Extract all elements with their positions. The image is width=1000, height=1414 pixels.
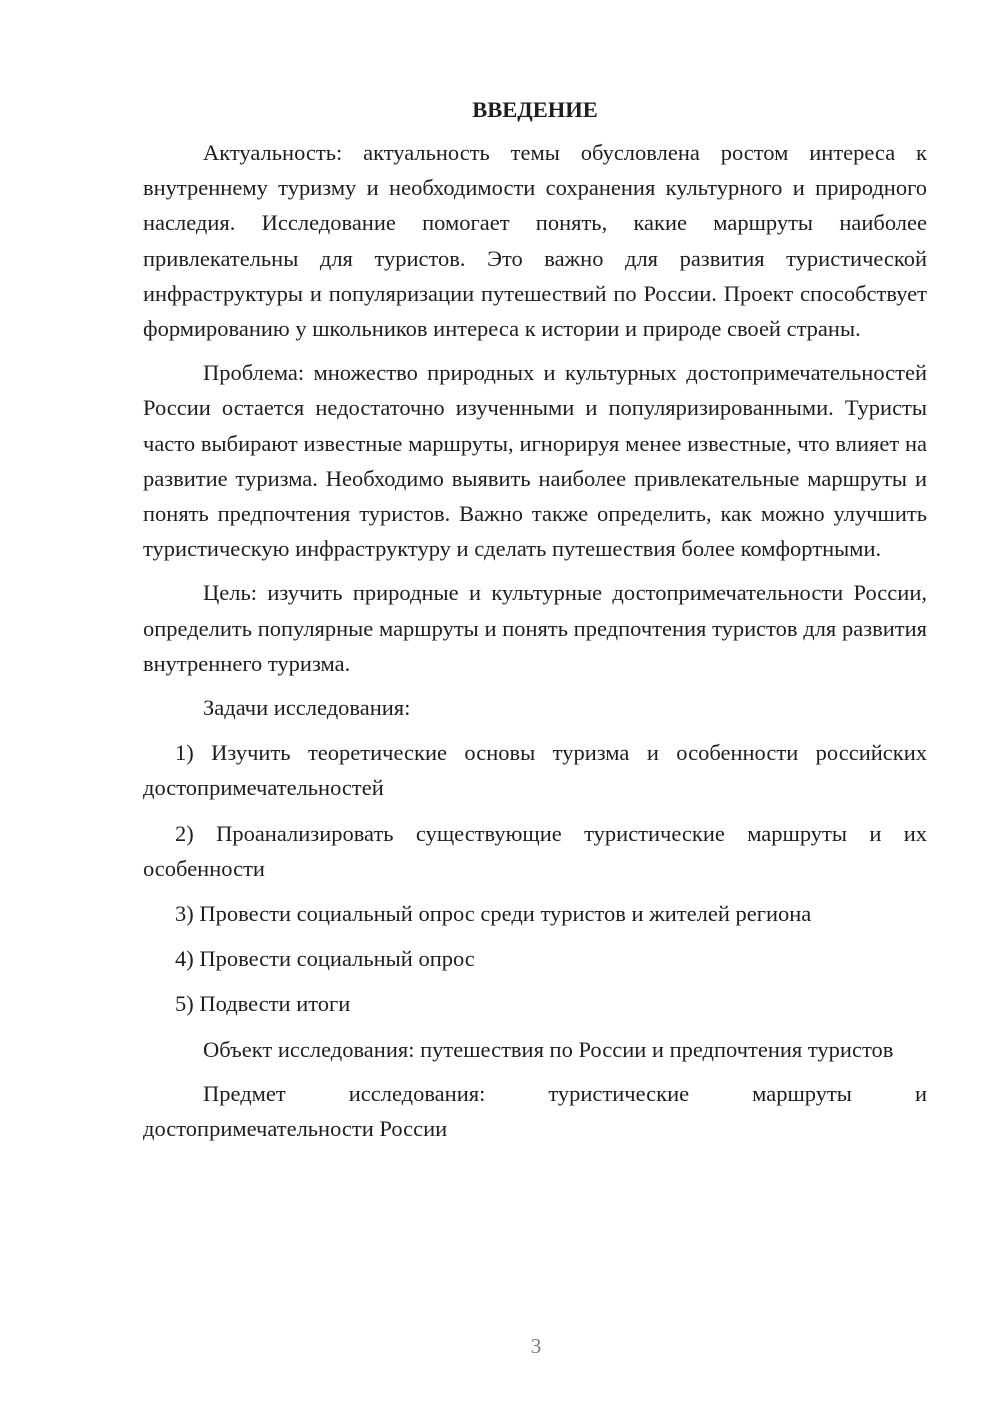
document-page [143,92,927,1155]
task-item: 5) Подвести итоги [175,991,351,1017]
subject-paragraph: Предмет исследования: туристические маршруты и достопримечательности России [143,1080,927,1142]
object-paragraph: Объект исследования: путешествия по России и предпочтения туристов [203,1036,894,1062]
task-item: 1) Изучить теоретические основы туризма и особенности российских достопримечательностей [143,740,927,801]
problem-paragraph: Проблема: множество природных и культурных достопримечательностей России остается недостаточно изученными и популяризированными. Туристы часто выбирают известные маршруты, игнорируя менее известные, что влияет на развитие туризма. Необходимо выявить наиболее привлекательные маршруты и понять предпочтения туристов. Важно также определить, как можно улучшить туристическую инфраструктуру и сделать путешествия более комфортными. [143,360,927,562]
page-number: 3 [530,1334,542,1358]
task-item: 4) Провести социальный опрос [175,946,475,972]
section-title: ВВЕДЕНИЕ [472,97,598,122]
task-item: 2) Проанализировать существующие туристические маршруты и их особенности [143,820,927,881]
task-item: 3) Провести социальный опрос среди туристов и жителей региона [175,901,812,927]
goal-paragraph: Цель: изучить природные и культурные достопримечательности России, определить популярные маршруты и понять предпочтения туристов для развития внутреннего туризма. [143,580,927,676]
tasks-heading: Задачи исследования: [203,695,411,721]
relevance-paragraph: Актуальность: актуальность темы обусловлена ростом интереса к внутреннему туризму и необходимости сохранения культурного и природного наследия. Исследование помогает понять, какие маршруты наиболее привлекательны для туристов. Это важно для развития туристической инфраструктуры и популяризации путешествий по России. Проект способствует формированию у школьников интереса к истории и природе своей страны. [143,140,927,342]
